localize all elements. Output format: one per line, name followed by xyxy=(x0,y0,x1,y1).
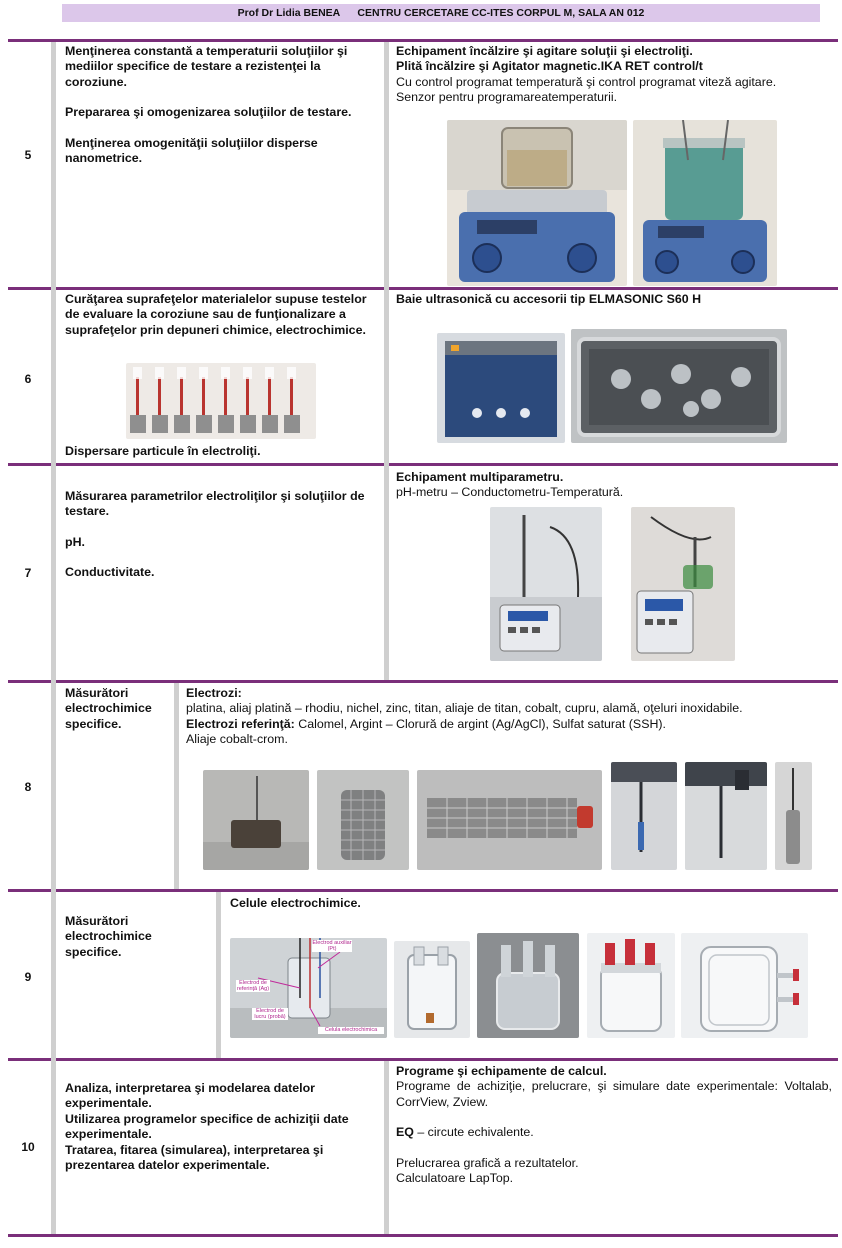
row-10-text-1: Analiza, interpretarea şi modelarea datelor experimentale. xyxy=(65,1081,315,1111)
row-8-electrodes xyxy=(186,686,832,748)
column-divider xyxy=(174,683,179,889)
row-10-line-2: Prelucrarea grafică a rezultatelor. xyxy=(396,1155,579,1170)
row-number: 10 xyxy=(21,1140,35,1154)
row-5-text-2: Prepararea şi omogenizarea soluţiilor de testare. xyxy=(65,105,352,120)
label-reference-electrode: Electrod de referinţă (Ag) xyxy=(236,980,270,992)
row-10-description xyxy=(65,1081,377,1173)
row-8-line-1: platina, aliaj platină – rhodiu, nichel, zinc, titan, aliaje de titan, cobalt, cupru, alamă, oţeluri inoxidabile. xyxy=(186,701,743,716)
row-5-text-1: Menţinerea constantă a temperaturii soluţiilor şi mediilor specifice de testare a rezistenţei la coroziune. xyxy=(65,44,348,89)
row-9-title: Celule electrochimice. xyxy=(230,896,361,910)
cell-photo-2 xyxy=(394,941,470,1038)
column-divider xyxy=(384,42,389,680)
row-6-description: Curăţarea suprafeţelor materialelor supuse testelor de evaluare la coroziune sau de funţionalizare a suprafeţelor prin depuneri chimice, electrochimice. xyxy=(65,292,367,337)
electrode-photo-1 xyxy=(203,770,309,870)
row-5-line-2: Senzor pentru programareatemperaturii. xyxy=(396,90,618,105)
row-7-title: Echipament multiparametru. xyxy=(396,470,564,484)
row-divider xyxy=(8,1234,838,1237)
row-7-line-1: pH-metru – Conductometru-Temperatură. xyxy=(396,485,624,500)
row-divider xyxy=(8,1058,838,1061)
cell-photo-5 xyxy=(681,933,808,1038)
row-5-line-1: Cu control programat temperatură şi control programat viteză agitare. xyxy=(396,74,777,89)
row-9-description: Măsurători electrochimice specifice. xyxy=(65,914,152,959)
row-10-text-2: Utilizarea programelor specifice de achiziţii date experimentale. xyxy=(65,1111,349,1142)
electrode-photo-3 xyxy=(417,770,602,870)
row-number: 5 xyxy=(24,148,32,162)
row-divider xyxy=(8,680,838,683)
electrochemical-cell-annotated-photo xyxy=(230,938,387,1038)
electrode-photo-4 xyxy=(611,762,677,870)
electrode-photo-5 xyxy=(685,762,767,870)
cell-photo-3 xyxy=(477,933,579,1038)
row-5-equipment xyxy=(396,44,832,106)
row-8-line-3: Aliaje cobalt-crom. xyxy=(186,732,288,747)
row-5-subtitle: Plită încălzire şi Agitator magnetic.IKA RET control/t xyxy=(396,59,703,74)
label-working-electrode: Electrod de lucru (probă) xyxy=(252,1008,288,1020)
row-8-title: Electrozi: xyxy=(186,686,242,700)
row-7-text-3: Conductivitate. xyxy=(65,565,155,580)
row-divider xyxy=(8,39,838,42)
row-8-line-2: Calomel, Argint – Clorură de argint (Ag/AgCl), Sulfat saturat (SSH). xyxy=(294,716,666,731)
row-10-line-3: Calculatoare LapTop. xyxy=(396,1171,514,1186)
row-10-eq-label: EQ xyxy=(396,1125,414,1140)
row-divider xyxy=(8,889,838,892)
row-number: 9 xyxy=(24,970,32,984)
row-divider xyxy=(8,463,838,466)
row-10-line-1: Programe de achiziţie, prelucrare, şi simulare date experimentale: Voltalab, CorrView, Zview. xyxy=(396,1079,832,1109)
row-divider xyxy=(8,287,838,290)
row-number: 8 xyxy=(24,780,32,794)
ultrasonic-bath-photo-1 xyxy=(437,333,565,443)
stirrer-photo-2 xyxy=(633,120,777,286)
row-7-equipment xyxy=(396,470,832,501)
row-8-description: Măsurători electrochimice specifice. xyxy=(65,686,152,731)
row-7-description xyxy=(65,489,377,581)
page-header: Prof Dr Lidia BENEA CENTRU CERCETARE CC-ITES CORPUL M, SALA AN 012 xyxy=(62,4,820,22)
row-number: 6 xyxy=(24,372,32,386)
row-10-title: Programe şi echipamente de calcul. xyxy=(396,1064,607,1078)
ultrasonic-bath-photo-2 xyxy=(571,329,787,443)
column-divider xyxy=(51,42,56,1234)
row-6-title: Baie ultrasonică cu accesorii tip ELMASONIC S60 H xyxy=(396,292,702,306)
row-5-description xyxy=(65,44,377,166)
row-8-title-2: Electrozi referinţă: xyxy=(186,716,295,731)
multiparameter-photo-1 xyxy=(490,507,602,661)
row-10-eq-text: – circute echivalente. xyxy=(413,1125,534,1140)
row-5-text-3: Menţinerea omogenităţii soluţiilor disperse nanometrice. xyxy=(65,135,318,166)
electrode-photo-6 xyxy=(775,762,812,870)
stirrer-photo-1 xyxy=(447,120,627,286)
row-5-title: Echipament încălzire şi agitare soluţii şi electroliţi. xyxy=(396,44,693,58)
row-number: 7 xyxy=(24,566,32,580)
label-auxiliary-electrode: Electrod auxiliar (Pt) xyxy=(312,940,352,952)
row-10-text-3: Tratarea, fitarea (simularea), interpretarea şi prezentarea datelor experimentale. xyxy=(65,1142,324,1173)
cell-photo-4 xyxy=(587,933,675,1038)
multiparameter-photo-2 xyxy=(631,507,735,661)
row-6-bottom-text: Dispersare particule în electroliţi. xyxy=(65,444,261,458)
electrode-photo-2 xyxy=(317,770,409,870)
column-divider xyxy=(216,892,221,1058)
column-divider xyxy=(384,1061,389,1234)
label-electrochemical-cell: Celula electrochimica xyxy=(318,1027,384,1034)
row-7-text-1: Măsurarea parametrilor electroliţilor şi soluţiilor de testare. xyxy=(65,489,365,519)
sample-electrodes-photo xyxy=(126,363,316,439)
row-7-text-2: pH. xyxy=(65,534,85,549)
row-10-software xyxy=(396,1064,832,1186)
